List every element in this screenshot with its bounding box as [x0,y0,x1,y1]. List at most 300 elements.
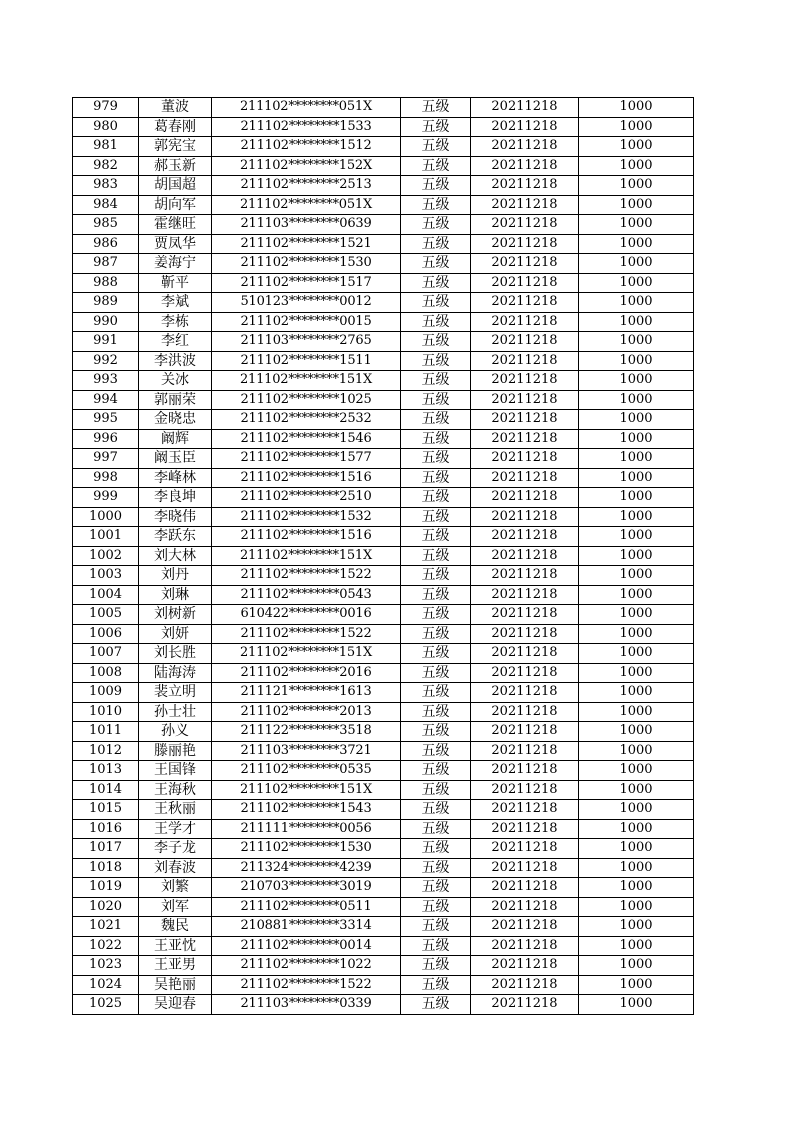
amount-cell: 1000 [579,254,694,274]
serial-number-cell: 993 [73,371,139,391]
table-row [73,410,694,430]
level-cell: 五级 [401,663,471,683]
level-cell: 五级 [401,566,471,586]
table-row [73,839,694,859]
level-cell: 五级 [401,995,471,1015]
name-cell: 郭丽荣 [139,390,212,410]
date-cell: 20211218 [471,254,579,274]
name-cell: 姜海宁 [139,254,212,274]
id-number-cell: 211103********3721 [212,741,401,761]
table-row [73,995,694,1015]
name-cell: 刘繁 [139,878,212,898]
level-cell: 五级 [401,429,471,449]
id-number-cell: 211102********2510 [212,488,401,508]
date-cell: 20211218 [471,956,579,976]
name-cell: 刘丹 [139,566,212,586]
id-number-cell: 211102********151X [212,644,401,664]
date-cell: 20211218 [471,780,579,800]
serial-number-cell: 1017 [73,839,139,859]
serial-number-cell: 999 [73,488,139,508]
date-cell: 20211218 [471,683,579,703]
amount-cell: 1000 [579,605,694,625]
table-row [73,644,694,664]
name-cell: 胡向军 [139,195,212,215]
id-number-cell: 211324********4239 [212,858,401,878]
table-row [73,722,694,742]
level-cell: 五级 [401,585,471,605]
date-cell: 20211218 [471,995,579,1015]
amount-cell: 1000 [579,546,694,566]
serial-number-cell: 1013 [73,761,139,781]
serial-number-cell: 1006 [73,624,139,644]
name-cell: 王海秋 [139,780,212,800]
table-row [73,956,694,976]
date-cell: 20211218 [471,819,579,839]
date-cell: 20211218 [471,975,579,995]
date-cell: 20211218 [471,800,579,820]
id-number-cell: 211102********1025 [212,390,401,410]
table-row [73,878,694,898]
table-row [73,605,694,625]
serial-number-cell: 989 [73,293,139,313]
name-cell: 阚辉 [139,429,212,449]
amount-cell: 1000 [579,936,694,956]
level-cell: 五级 [401,741,471,761]
name-cell: 刘军 [139,897,212,917]
serial-number-cell: 980 [73,117,139,137]
serial-number-cell: 1003 [73,566,139,586]
level-cell: 五级 [401,117,471,137]
id-number-cell: 211102********1533 [212,117,401,137]
date-cell: 20211218 [471,702,579,722]
level-cell: 五级 [401,410,471,430]
name-cell: 吴迎春 [139,995,212,1015]
name-cell: 李斌 [139,293,212,313]
amount-cell: 1000 [579,839,694,859]
amount-cell: 1000 [579,702,694,722]
date-cell: 20211218 [471,897,579,917]
date-cell: 20211218 [471,117,579,137]
table-row [73,215,694,235]
level-cell: 五级 [401,644,471,664]
amount-cell: 1000 [579,878,694,898]
date-cell: 20211218 [471,605,579,625]
id-number-cell: 210881********3314 [212,917,401,937]
name-cell: 王学才 [139,819,212,839]
id-number-cell: 211102********151X [212,371,401,391]
id-number-cell: 211102********2532 [212,410,401,430]
level-cell: 五级 [401,156,471,176]
name-cell: 刘妍 [139,624,212,644]
name-cell: 李跃东 [139,527,212,547]
table-row [73,566,694,586]
level-cell: 五级 [401,371,471,391]
id-number-cell: 211102********2016 [212,663,401,683]
level-cell: 五级 [401,234,471,254]
serial-number-cell: 1018 [73,858,139,878]
level-cell: 五级 [401,683,471,703]
table-row [73,390,694,410]
date-cell: 20211218 [471,585,579,605]
level-cell: 五级 [401,273,471,293]
name-cell: 刘树新 [139,605,212,625]
name-cell: 董波 [139,98,212,118]
amount-cell: 1000 [579,176,694,196]
amount-cell: 1000 [579,624,694,644]
table-row [73,936,694,956]
name-cell: 李晓伟 [139,507,212,527]
table-row [73,800,694,820]
name-cell: 郭宪宝 [139,137,212,157]
name-cell: 孙士壮 [139,702,212,722]
table-row [73,546,694,566]
date-cell: 20211218 [471,371,579,391]
name-cell: 王亚男 [139,956,212,976]
id-number-cell: 211102********1522 [212,975,401,995]
date-cell: 20211218 [471,761,579,781]
level-cell: 五级 [401,215,471,235]
amount-cell: 1000 [579,858,694,878]
serial-number-cell: 1008 [73,663,139,683]
table-row [73,702,694,722]
table-row [73,293,694,313]
id-number-cell: 510123********0012 [212,293,401,313]
serial-number-cell: 1014 [73,780,139,800]
id-number-cell: 211102********152X [212,156,401,176]
date-cell: 20211218 [471,156,579,176]
amount-cell: 1000 [579,410,694,430]
date-cell: 20211218 [471,312,579,332]
date-cell: 20211218 [471,390,579,410]
table-row [73,195,694,215]
serial-number-cell: 1022 [73,936,139,956]
table-row [73,98,694,118]
id-number-cell: 211121********1613 [212,683,401,703]
date-cell: 20211218 [471,546,579,566]
level-cell: 五级 [401,936,471,956]
name-cell: 霍继旺 [139,215,212,235]
name-cell: 刘琳 [139,585,212,605]
table-row [73,585,694,605]
table-row [73,351,694,371]
serial-number-cell: 991 [73,332,139,352]
serial-number-cell: 1020 [73,897,139,917]
level-cell: 五级 [401,312,471,332]
amount-cell: 1000 [579,819,694,839]
id-number-cell: 211102********1530 [212,254,401,274]
level-cell: 五级 [401,98,471,118]
level-cell: 五级 [401,605,471,625]
id-number-cell: 211102********1511 [212,351,401,371]
amount-cell: 1000 [579,371,694,391]
date-cell: 20211218 [471,839,579,859]
table-row [73,312,694,332]
serial-number-cell: 1019 [73,878,139,898]
name-cell: 贾凤华 [139,234,212,254]
id-number-cell: 211102********1521 [212,234,401,254]
amount-cell: 1000 [579,761,694,781]
id-number-cell: 211102********0535 [212,761,401,781]
amount-cell: 1000 [579,117,694,137]
name-cell: 李峰林 [139,468,212,488]
id-number-cell: 211102********1522 [212,624,401,644]
date-cell: 20211218 [471,195,579,215]
serial-number-cell: 1012 [73,741,139,761]
serial-number-cell: 988 [73,273,139,293]
level-cell: 五级 [401,293,471,313]
name-cell: 裴立明 [139,683,212,703]
table-row [73,449,694,469]
serial-number-cell: 997 [73,449,139,469]
date-cell: 20211218 [471,215,579,235]
amount-cell: 1000 [579,527,694,547]
roster-table-body [73,98,694,1015]
name-cell: 滕丽艳 [139,741,212,761]
date-cell: 20211218 [471,917,579,937]
amount-cell: 1000 [579,390,694,410]
name-cell: 李洪波 [139,351,212,371]
name-cell: 王国锋 [139,761,212,781]
amount-cell: 1000 [579,995,694,1015]
roster-table [72,97,694,1015]
date-cell: 20211218 [471,429,579,449]
amount-cell: 1000 [579,780,694,800]
date-cell: 20211218 [471,410,579,430]
level-cell: 五级 [401,800,471,820]
table-row [73,117,694,137]
serial-number-cell: 1000 [73,507,139,527]
level-cell: 五级 [401,917,471,937]
level-cell: 五级 [401,527,471,547]
name-cell: 刘长胜 [139,644,212,664]
date-cell: 20211218 [471,98,579,118]
serial-number-cell: 1023 [73,956,139,976]
level-cell: 五级 [401,351,471,371]
level-cell: 五级 [401,819,471,839]
serial-number-cell: 1009 [73,683,139,703]
table-row [73,663,694,683]
level-cell: 五级 [401,254,471,274]
date-cell: 20211218 [471,273,579,293]
level-cell: 五级 [401,137,471,157]
id-number-cell: 211102********1577 [212,449,401,469]
serial-number-cell: 1025 [73,995,139,1015]
table-row [73,780,694,800]
level-cell: 五级 [401,702,471,722]
amount-cell: 1000 [579,429,694,449]
serial-number-cell: 998 [73,468,139,488]
name-cell: 葛春刚 [139,117,212,137]
table-row [73,176,694,196]
amount-cell: 1000 [579,312,694,332]
date-cell: 20211218 [471,234,579,254]
amount-cell: 1000 [579,585,694,605]
name-cell: 王秋丽 [139,800,212,820]
level-cell: 五级 [401,975,471,995]
table-row [73,858,694,878]
name-cell: 靳平 [139,273,212,293]
amount-cell: 1000 [579,156,694,176]
level-cell: 五级 [401,507,471,527]
name-cell: 吴艳丽 [139,975,212,995]
level-cell: 五级 [401,761,471,781]
id-number-cell: 211103********0639 [212,215,401,235]
id-number-cell: 211102********1512 [212,137,401,157]
amount-cell: 1000 [579,468,694,488]
date-cell: 20211218 [471,507,579,527]
table-row [73,917,694,937]
id-number-cell: 211102********1516 [212,468,401,488]
id-number-cell: 211102********0015 [212,312,401,332]
date-cell: 20211218 [471,663,579,683]
id-number-cell: 211102********2013 [212,702,401,722]
table-row [73,468,694,488]
id-number-cell: 211102********0543 [212,585,401,605]
amount-cell: 1000 [579,507,694,527]
table-row [73,527,694,547]
name-cell: 陆海涛 [139,663,212,683]
table-row [73,897,694,917]
id-number-cell: 211102********151X [212,780,401,800]
level-cell: 五级 [401,722,471,742]
amount-cell: 1000 [579,663,694,683]
level-cell: 五级 [401,956,471,976]
id-number-cell: 211102********1530 [212,839,401,859]
name-cell: 关冰 [139,371,212,391]
serial-number-cell: 982 [73,156,139,176]
level-cell: 五级 [401,449,471,469]
serial-number-cell: 1021 [73,917,139,937]
id-number-cell: 211102********1517 [212,273,401,293]
serial-number-cell: 1016 [73,819,139,839]
id-number-cell: 211111********0056 [212,819,401,839]
table-row [73,624,694,644]
name-cell: 李良坤 [139,488,212,508]
id-number-cell: 211102********051X [212,98,401,118]
id-number-cell: 211103********0339 [212,995,401,1015]
serial-number-cell: 1004 [73,585,139,605]
id-number-cell: 211102********1543 [212,800,401,820]
serial-number-cell: 995 [73,410,139,430]
date-cell: 20211218 [471,332,579,352]
name-cell: 王亚忱 [139,936,212,956]
date-cell: 20211218 [471,878,579,898]
name-cell: 阚玉臣 [139,449,212,469]
table-row [73,683,694,703]
table-row [73,332,694,352]
serial-number-cell: 990 [73,312,139,332]
date-cell: 20211218 [471,176,579,196]
serial-number-cell: 1011 [73,722,139,742]
level-cell: 五级 [401,176,471,196]
amount-cell: 1000 [579,683,694,703]
date-cell: 20211218 [471,936,579,956]
amount-cell: 1000 [579,137,694,157]
serial-number-cell: 1005 [73,605,139,625]
serial-number-cell: 994 [73,390,139,410]
table-row [73,741,694,761]
id-number-cell: 211102********2513 [212,176,401,196]
level-cell: 五级 [401,468,471,488]
id-number-cell: 211103********2765 [212,332,401,352]
id-number-cell: 211102********1546 [212,429,401,449]
amount-cell: 1000 [579,332,694,352]
table-row [73,975,694,995]
name-cell: 孙义 [139,722,212,742]
date-cell: 20211218 [471,351,579,371]
name-cell: 李子龙 [139,839,212,859]
id-number-cell: 211102********0014 [212,936,401,956]
amount-cell: 1000 [579,956,694,976]
amount-cell: 1000 [579,917,694,937]
id-number-cell: 211102********1522 [212,566,401,586]
level-cell: 五级 [401,780,471,800]
table-row [73,156,694,176]
level-cell: 五级 [401,195,471,215]
date-cell: 20211218 [471,741,579,761]
amount-cell: 1000 [579,351,694,371]
level-cell: 五级 [401,390,471,410]
amount-cell: 1000 [579,644,694,664]
amount-cell: 1000 [579,273,694,293]
amount-cell: 1000 [579,800,694,820]
level-cell: 五级 [401,878,471,898]
name-cell: 胡国超 [139,176,212,196]
serial-number-cell: 1007 [73,644,139,664]
table-row [73,507,694,527]
level-cell: 五级 [401,858,471,878]
table-row [73,273,694,293]
date-cell: 20211218 [471,644,579,664]
id-number-cell: 211122********3518 [212,722,401,742]
date-cell: 20211218 [471,527,579,547]
level-cell: 五级 [401,897,471,917]
amount-cell: 1000 [579,215,694,235]
table-row [73,429,694,449]
name-cell: 郝玉新 [139,156,212,176]
serial-number-cell: 992 [73,351,139,371]
date-cell: 20211218 [471,468,579,488]
serial-number-cell: 996 [73,429,139,449]
date-cell: 20211218 [471,293,579,313]
id-number-cell: 211102********051X [212,195,401,215]
name-cell: 李红 [139,332,212,352]
id-number-cell: 211102********151X [212,546,401,566]
amount-cell: 1000 [579,897,694,917]
amount-cell: 1000 [579,488,694,508]
serial-number-cell: 1015 [73,800,139,820]
id-number-cell: 211102********0511 [212,897,401,917]
table-row [73,254,694,274]
id-number-cell: 610422********0016 [212,605,401,625]
table-row [73,234,694,254]
date-cell: 20211218 [471,722,579,742]
table-row [73,137,694,157]
date-cell: 20211218 [471,488,579,508]
date-cell: 20211218 [471,566,579,586]
table-row [73,819,694,839]
serial-number-cell: 981 [73,137,139,157]
amount-cell: 1000 [579,449,694,469]
name-cell: 刘春波 [139,858,212,878]
date-cell: 20211218 [471,858,579,878]
amount-cell: 1000 [579,98,694,118]
id-number-cell: 211102********1532 [212,507,401,527]
amount-cell: 1000 [579,741,694,761]
amount-cell: 1000 [579,975,694,995]
table-row [73,488,694,508]
serial-number-cell: 985 [73,215,139,235]
